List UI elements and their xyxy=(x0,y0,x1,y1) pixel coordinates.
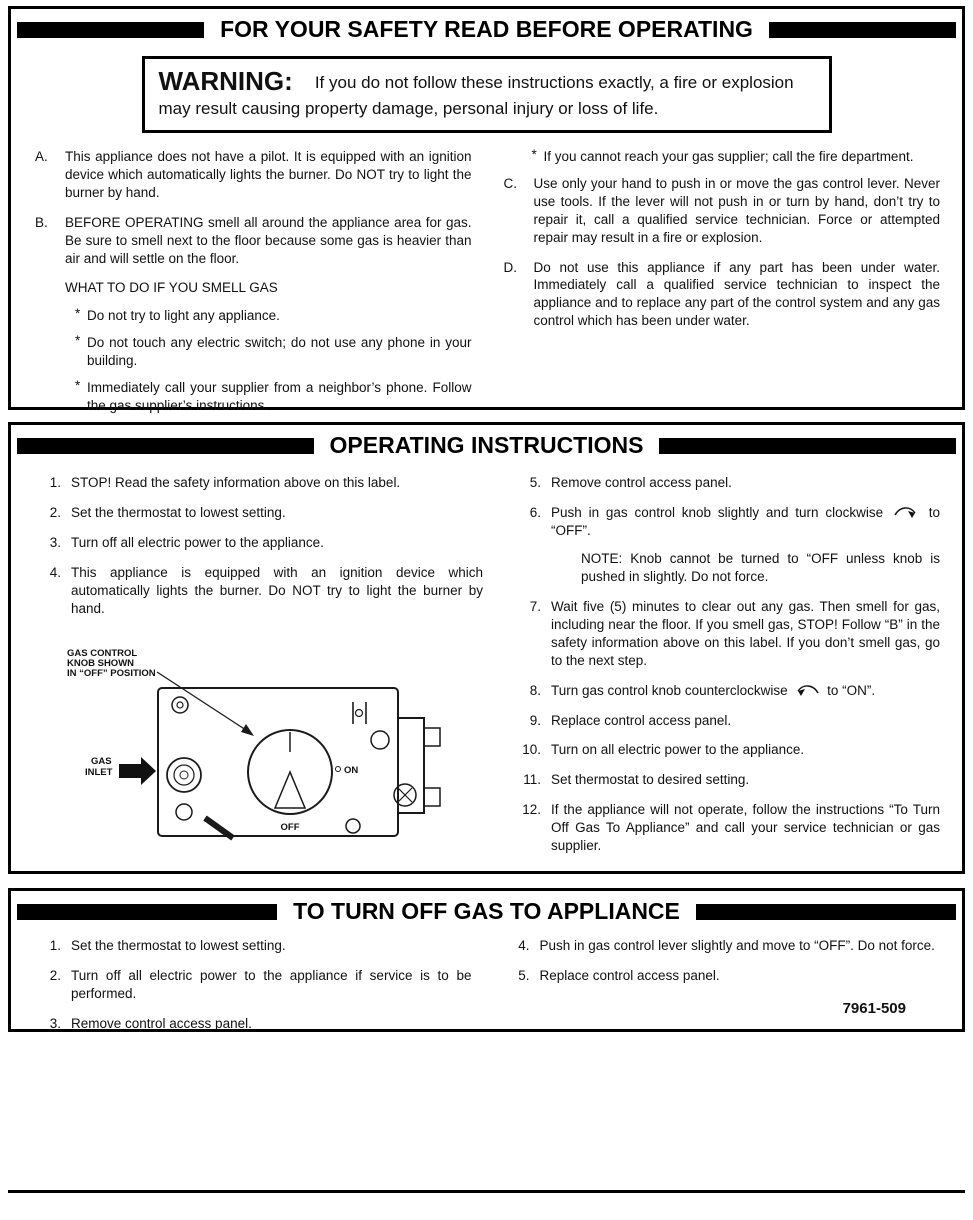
item-number: 10. xyxy=(522,742,541,758)
item-text: This appliance does not have a pilot. It is equipped with an ignition device which automatically lights the burner. Do NOT try to light the burner by hand. xyxy=(65,148,472,200)
turnoff-section xyxy=(8,888,965,1032)
item-text: Remove control access panel. xyxy=(71,1015,252,1031)
bullet-text: Do not touch any electric switch; do not use any phone in your building. xyxy=(87,335,472,369)
operating-columns xyxy=(11,459,962,877)
bullet-text: Immediately call your supplier from a neighbor’s phone. Follow the gas supplier’s instructions. xyxy=(87,380,472,414)
item-number: 11. xyxy=(523,772,541,788)
item-text-before: Push in gas control knob slightly and turn clockwise xyxy=(551,504,884,520)
item-text: Set the thermostat to lowest setting. xyxy=(71,938,286,953)
safety-columns xyxy=(11,133,962,424)
item-number: 2. xyxy=(49,504,61,520)
item-text: Wait five (5) minutes to clear out any gas. Then smell for gas, including near the floor. If you smell gas, STOP! Follow “B” in the safety information above on this label. If you don’t smell gas, go to the next step. xyxy=(551,598,940,668)
ops-item-5 xyxy=(515,474,940,492)
bullet-star: * xyxy=(531,146,537,162)
turnoff-item-1 xyxy=(35,937,472,955)
item-text xyxy=(551,682,940,700)
gas-inlet-port-inner xyxy=(174,765,194,785)
footer-rule xyxy=(8,1190,965,1193)
bullet-star: * xyxy=(75,333,81,349)
header-bar-right xyxy=(659,438,956,454)
warning-label: WARNING: xyxy=(158,66,293,96)
ops-item-2 xyxy=(35,504,483,522)
gas-inlet-port-center xyxy=(180,771,188,779)
smell-gas-bullet-1 xyxy=(75,307,472,325)
turnoff-title: TO TURN OFF GAS TO APPLIANCE xyxy=(293,898,680,924)
item-text: Turn on all electric power to the appliance. xyxy=(551,742,805,758)
safety-header xyxy=(11,9,962,43)
smell-gas-heading: WHAT TO DO IF YOU SMELL GAS xyxy=(65,280,278,296)
smell-gas-bullet-4 xyxy=(532,148,941,166)
header-bar-left xyxy=(17,904,277,920)
turnoff-item-5 xyxy=(504,967,941,985)
operating-title: OPERATING INSTRUCTIONS xyxy=(329,432,644,458)
operating-section xyxy=(8,422,965,874)
item-number: 4. xyxy=(49,564,61,580)
item-number: 2. xyxy=(49,967,61,983)
ops-item-9 xyxy=(515,712,940,730)
item-number: 5. xyxy=(518,967,530,983)
item-number: 3. xyxy=(49,1015,61,1031)
leader-arrowhead xyxy=(241,724,254,736)
turnoff-columns xyxy=(11,925,962,1045)
item-number: 3. xyxy=(49,534,61,550)
item-text: Set thermostat to desired setting. xyxy=(551,772,750,788)
gas-inlet-arrow xyxy=(119,757,156,785)
knob-label-line3: IN “OFF” POSITION xyxy=(67,667,156,679)
item-text-after: to “ON”. xyxy=(827,682,876,698)
ops-item-11 xyxy=(515,771,940,789)
item-text: BEFORE OPERATING smell all around the appliance area for gas. Be sure to smell next to the floor because some gas is heavier than air and will settle on the floor. xyxy=(65,214,472,266)
smell-gas-bullet-2 xyxy=(75,334,472,370)
mounting-tab-top xyxy=(424,728,440,746)
safety-left-column xyxy=(35,148,472,424)
knob-label-line2: KNOB SHOWN xyxy=(67,657,135,669)
ops-item-12 xyxy=(515,801,940,855)
item-number: 12. xyxy=(522,802,541,818)
turnoff-item-3 xyxy=(35,1015,472,1033)
item-text: Turn off all electric power to the appliance. xyxy=(71,534,324,550)
ops-item-4 xyxy=(35,564,483,618)
item-number: 4. xyxy=(518,938,530,953)
item-text: Remove control access panel. xyxy=(551,475,732,490)
header-bar-left xyxy=(17,22,204,38)
inlet-label-line1: GAS xyxy=(91,755,112,767)
counterclockwise-arrow-icon xyxy=(794,682,820,698)
mounting-tab-bottom xyxy=(424,788,440,806)
turnoff-header xyxy=(11,891,962,925)
fitting-top-right xyxy=(371,731,389,749)
item-text: This appliance is equipped with an ignition device which automatically lights the burner. Do NOT try to light the burner by hand. xyxy=(71,564,483,616)
bullet-star: * xyxy=(75,306,81,322)
ops-item-6-note: NOTE: Knob cannot be turned to “OFF unless knob is pushed in slightly. Do not force. xyxy=(581,550,940,584)
knob-label-leader-line xyxy=(157,672,249,732)
knob-pointer-wedge xyxy=(275,772,305,808)
item-text-after: to “OFF”. xyxy=(551,504,940,538)
ops-item-8 xyxy=(515,682,940,700)
item-text: Replace control access panel. xyxy=(539,967,720,983)
smell-gas-bullet-3 xyxy=(75,379,472,415)
safety-item-c xyxy=(504,175,941,247)
operating-right-column xyxy=(515,474,940,877)
ops-item-10 xyxy=(515,741,940,759)
header-bar-left xyxy=(17,438,314,454)
item-number: 1. xyxy=(49,475,61,490)
screw-top-left-center xyxy=(177,702,183,708)
item-letter: A. xyxy=(35,148,48,164)
item-number: 7. xyxy=(529,598,541,614)
item-text-before: Turn gas control knob counterclockwise xyxy=(551,682,788,698)
safety-item-d xyxy=(504,259,941,331)
bullet-text: Do not try to light any appliance. xyxy=(87,308,280,324)
gas-inlet-port xyxy=(167,758,201,792)
turnoff-item-4 xyxy=(504,937,941,955)
off-position-label: OFF xyxy=(280,821,300,833)
knob-label-line1: GAS CONTROL xyxy=(67,647,138,659)
turnoff-item-2 xyxy=(35,967,472,1003)
item-number: 5. xyxy=(529,475,541,490)
item-number: 6. xyxy=(529,504,541,520)
header-bar-right xyxy=(696,904,956,920)
screw-bottom-left xyxy=(176,804,192,820)
screw-top-left xyxy=(172,697,188,713)
item-text: Push in gas control lever slightly and move to “OFF”. Do not force. xyxy=(539,938,935,953)
item-text: If the appliance will not operate, follow the instructions “To Turn Off Gas To Appliance” and call your service technician or gas supplier. xyxy=(551,802,940,854)
item-text: Use only your hand to push in or move the gas control lever. Never use tools. If the lever will not push in or turn by hand, don’t try to repair it, call a qualified service technician. Force or attempted repair may result in a fire or explosion. xyxy=(533,175,940,245)
item-text: Do not use this appliance if any part has been under water. Immediately call a qualified service technician to inspect the appliance and to replace any part of the control system and any gas control which has been under water. xyxy=(533,259,940,329)
bullet-star: * xyxy=(75,378,81,394)
item-text: STOP! Read the safety information above on this label. xyxy=(71,475,401,490)
safety-item-a xyxy=(35,148,472,202)
operating-left-column xyxy=(35,474,483,877)
turnoff-right-column xyxy=(504,937,941,1045)
safety-item-b xyxy=(35,214,472,268)
item-number: 9. xyxy=(529,712,541,728)
safety-right-column xyxy=(504,148,941,424)
item-text: Turn off all electric power to the appliance if service is to be performed. xyxy=(71,967,472,1001)
screw-bottom-center xyxy=(346,819,360,833)
item-number: 8. xyxy=(529,682,541,698)
warning-text: If you do not follow these instructions exactly, a fire or explosion may result causing property damage, personal injury or loss of life. xyxy=(158,73,794,119)
turnoff-left-column xyxy=(35,937,472,1045)
operating-header xyxy=(11,425,962,459)
header-bar-right xyxy=(769,22,956,38)
warning-box xyxy=(142,56,832,133)
ops-item-7 xyxy=(515,598,940,670)
on-position-label: ON xyxy=(344,764,359,776)
ops-item-6 xyxy=(515,504,940,540)
item-number: 1. xyxy=(49,938,61,953)
on-position-dot xyxy=(336,766,341,771)
document-number: 7961-509 xyxy=(842,999,906,1017)
inlet-label-line2: INLET xyxy=(85,766,113,778)
clockwise-arrow-icon xyxy=(893,504,919,520)
ops-item-3 xyxy=(35,534,483,552)
item-text: Set the thermostat to lowest setting. xyxy=(71,504,286,520)
item-text: Replace control access panel. xyxy=(551,712,732,728)
terminal-screw xyxy=(356,709,363,716)
gas-control-valve-diagram xyxy=(53,640,483,872)
item-letter: B. xyxy=(35,214,48,230)
item-text xyxy=(551,504,940,540)
item-letter: C. xyxy=(503,175,517,191)
bullet-text: If you cannot reach your gas supplier; call the fire department. xyxy=(543,148,914,164)
safety-title: FOR YOUR SAFETY READ BEFORE OPERATING xyxy=(220,16,753,42)
item-letter: D. xyxy=(503,259,517,275)
safety-section xyxy=(8,6,965,414)
ops-item-1 xyxy=(35,474,483,492)
